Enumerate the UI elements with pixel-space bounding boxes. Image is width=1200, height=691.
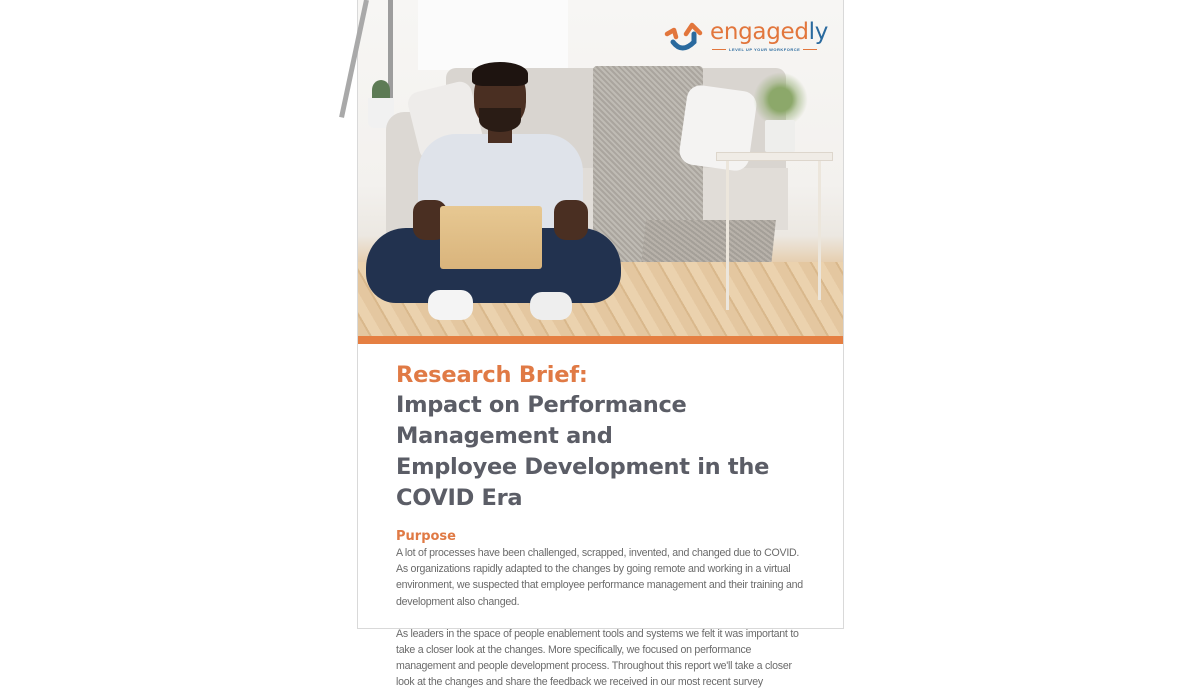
shelf-plant-leaves <box>372 80 390 100</box>
side-table-leg <box>726 160 729 310</box>
logo-word-suffix: ly <box>808 19 829 45</box>
engagedly-logo <box>664 19 829 56</box>
plant-pot <box>765 120 795 152</box>
sock <box>530 292 572 320</box>
document-page <box>357 0 844 689</box>
logo-word-main: engaged <box>710 19 809 45</box>
logo-tagline: LEVEL UP YOUR WORKFORCE <box>709 47 809 52</box>
sock <box>428 290 473 320</box>
doc-title-line-2: Employee Development in the COVID Era <box>396 454 770 511</box>
document-content <box>396 360 808 691</box>
paragraph: As leaders in the space of people enablement tools and systems we felt it was important to take a closer look at the changes. More specifically, we focused on performance management and people development process. Throughout this report we'll take a closer look at the changes and share the feedback we received in our most recent survey <box>396 627 799 689</box>
doc-title-line-1: Impact on Performance Management and <box>396 392 687 449</box>
paragraph: A lot of processes have been challenged, scrapped, invented, and changed due to COVID. As organizations rapidly adapted to the changes by going remote and working in a virtual environment, we suspected that employee performance management and their training and development also changed. <box>396 547 803 608</box>
doc-kicker: Research Brief: <box>396 362 588 388</box>
orange-accent-band <box>358 336 843 344</box>
logo-wordmark <box>710 18 828 46</box>
window-light <box>418 0 568 70</box>
person-beard <box>479 108 521 132</box>
doc-title <box>396 390 808 514</box>
floor-lamp <box>339 0 369 118</box>
side-table <box>716 152 833 161</box>
laptop <box>440 206 542 269</box>
logo-smile-arrow-icon <box>664 20 706 54</box>
hero-photo <box>358 0 843 336</box>
side-table-leg <box>818 160 821 300</box>
section-heading-purpose: Purpose <box>396 529 456 544</box>
person-hair <box>472 62 528 86</box>
potted-plant <box>753 72 808 127</box>
person-arm <box>554 200 588 240</box>
